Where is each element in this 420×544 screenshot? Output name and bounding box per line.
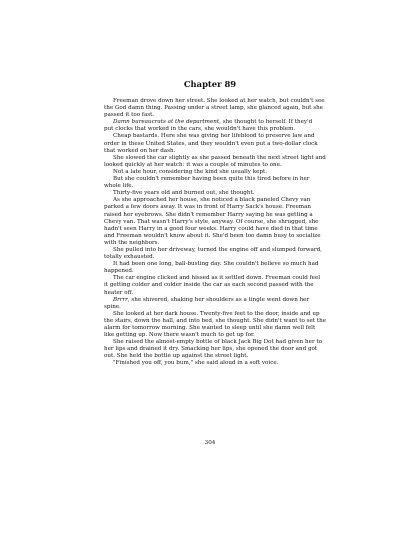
italic-text: Damn bureaucrats at the department [113,119,220,126]
text-line [104,176,330,183]
line-text: But she couldn't remember having been quite this tired before in her [113,176,310,183]
line-text: She raised the almost-empty bottle of black Jack Big Dot had given her to [113,339,323,346]
text-line [104,226,330,233]
text-line [104,219,330,226]
text-line [104,282,330,289]
line-text: the God damn thing. Passing under a street lamp, she glanced again, but she [104,105,323,112]
line-text: it getting colder and colder inside the car as each second passed with the [104,282,314,289]
text-line [104,233,330,240]
line-text: Chevy van. That wasn't Harry's style, anyway. Of course, she shrugged, she [104,218,319,225]
text-line [104,297,330,304]
line-text: , she shivered, shaking her shoulders as a tingle went down her [127,296,310,303]
line-text: totally exhausted. [104,254,155,261]
line-text: Not a late hour, considering the kind she usually kept. [113,168,268,175]
line-text: put clocks that worked in the cars, she wouldn't have this problem. [104,126,296,133]
text-line [104,304,330,311]
line-text: As she approached her house, she noticed a black paneled Chevy van [113,197,311,204]
line-text: the stairs, down the hall, and into bed, she thought. She didn't want to set the [104,317,327,324]
text-line [104,133,330,140]
text-line [104,169,330,176]
text-line [104,141,330,148]
text-line [104,190,330,197]
line-text: spine. [104,303,121,310]
line-text: order in these United States, and they wouldn't even put a two-dollar clock [104,140,318,147]
text-line [104,162,330,169]
line-text: whole life. [104,183,134,190]
body-text [104,98,330,368]
text-line [104,332,330,339]
line-text: She pulled into her driveway, turned the engine off and slumped forward, [113,246,322,253]
line-text: with the neighbors. [104,239,160,246]
line-text: Freeman drove down her street. She looked at her watch, but couldn't see [113,98,325,104]
text-line [104,353,330,360]
text-line [104,112,330,119]
line-text: out. She held the bottle up against the street light. [104,353,249,360]
line-text: , she thought to herself. If they'd [219,119,313,126]
text-line [104,261,330,268]
line-text: alarm for tomorrow morning. She wanted to sleep until she damn well felt [104,325,316,331]
line-text: Thirty-five years old and burned out, she thought. [113,190,255,197]
text-line [104,212,330,219]
text-line [104,119,330,126]
line-text: passed it too fast. [104,112,155,119]
text-line [104,254,330,261]
line-text: Cheap bastards. Here she was giving her lifeblood to preserve law and [113,133,315,140]
line-text: happened. [104,268,134,275]
line-text: It had been one long, ball-busting day. She couldn't believe so much had [113,261,319,268]
text-line [104,155,330,162]
italic-text: Brrrr [113,296,128,303]
text-line [104,360,330,367]
line-text: raised her eyebrows. She didn't remember Harry saying he was getting a [104,211,313,218]
text-line [104,325,330,332]
page-number: 304 [204,440,216,446]
text-line [104,290,330,297]
line-text: "Finished you off, you bum," she said aloud in a soft voice. [113,360,279,367]
text-line [104,148,330,155]
text-line [104,197,330,204]
text-line [104,311,330,318]
line-text: hadn't seen Harry in a good four weeks. Harry could have died in that time [104,225,318,232]
chapter-title: Chapter 89 [183,79,237,89]
line-text: She slowed the car slightly as she passed beneath the next street light and [113,154,326,161]
line-text: She looked at her dark house. Twenty-five feet to the door, inside and up [113,310,320,317]
line-text: parked a few doors away. It was in front of Harry Sack's house. Freeman [104,204,312,211]
text-line [104,268,330,275]
text-line [104,346,330,353]
text-line [104,247,330,254]
text-line [104,126,330,133]
line-text: looked quickly at her watch: it was a couple of minutes to one. [104,161,282,168]
line-text: that worked on her dash. [104,147,176,154]
line-text: her lips and drained it dry. Smacking her lips, she opened the door and got [104,346,318,353]
line-text: heater off. [104,289,134,296]
text-line [104,240,330,247]
text-line [104,183,330,190]
text-line [104,275,330,282]
text-line [104,318,330,325]
text-line [104,339,330,346]
line-text: The car engine clicked and hissed as it settled down. Freeman could feel [113,275,321,282]
text-line [104,98,330,105]
line-text: like getting up. Now there wasn't much to get up for. [104,332,255,339]
line-text: and Freeman wouldn't know about it. She'd been too damn busy to socialize [104,232,321,239]
text-line [104,204,330,211]
text-line [104,105,330,112]
